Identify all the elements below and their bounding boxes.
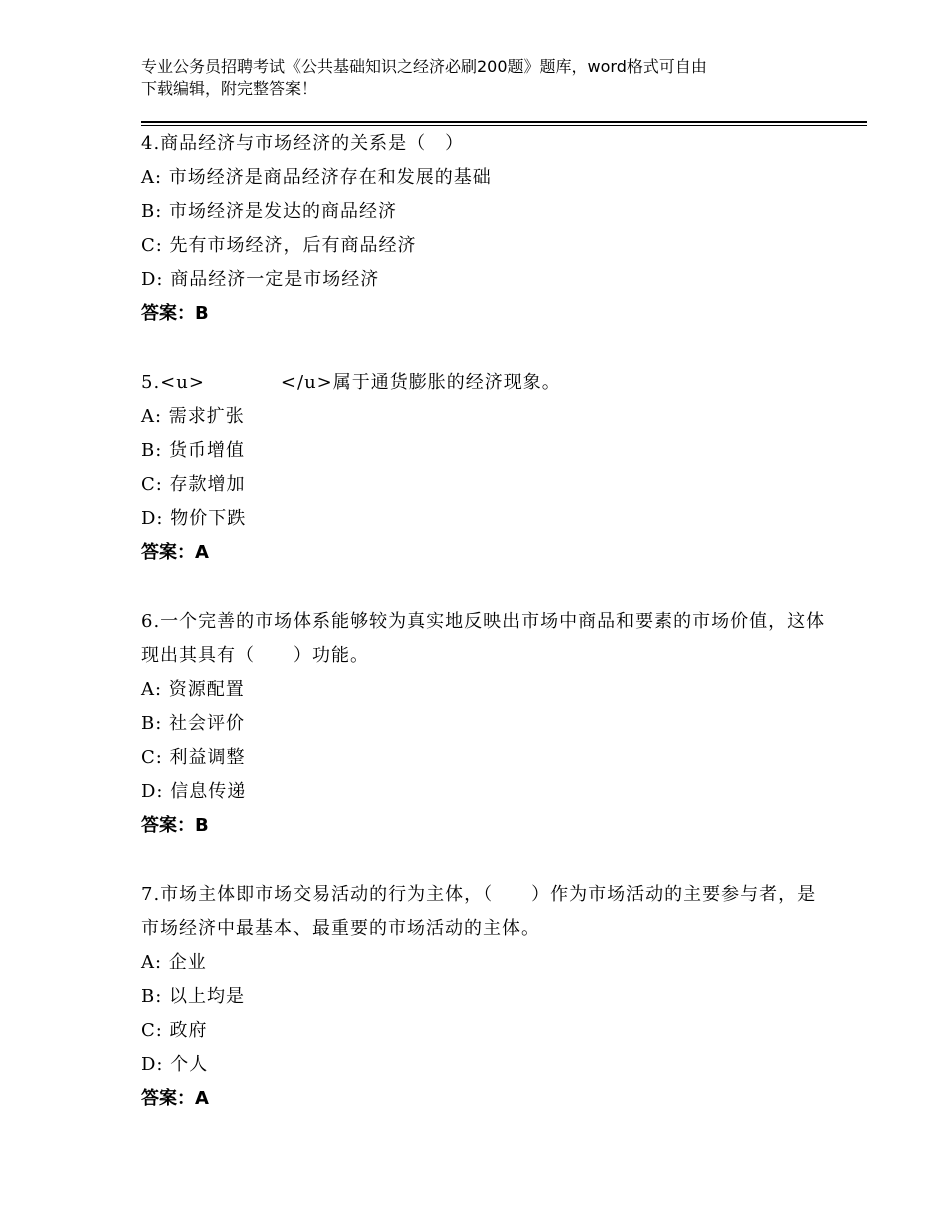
answer-label: 答案：A [141,542,209,563]
option-c: C: 政府 [141,1020,208,1041]
option-c: C: 存款增加 [141,474,246,495]
option-b: B: 货币增值 [141,440,246,461]
option-a: A: 资源配置 [141,679,245,700]
header-line-1: 专业公务员招聘考试《公共基础知识之经济必刷200题》题库，word格式可自由 [141,57,707,76]
option-c: C: 先有市场经济，后有商品经济 [141,235,417,256]
header-line-2: 下载编辑，附完整答案！ [141,79,318,98]
answer-label: 答案：B [141,303,209,324]
answer-label: 答案：B [141,815,209,836]
option-b: B: 以上均是 [141,986,246,1007]
option-d: D: 个人 [141,1054,209,1075]
option-a: A: 市场经济是商品经济存在和发展的基础 [141,167,492,188]
option-b: B: 市场经济是发达的商品经济 [141,201,398,222]
question-6 [141,605,831,843]
option-d: D: 物价下跌 [141,508,247,529]
question-stem: 6.一个完善的市场体系能够较为真实地反映出市场中商品和要素的市场价值，这体现出其具有（ ）功能。 [141,611,826,666]
question-4 [141,127,831,331]
option-b: B: 社会评价 [141,713,246,734]
question-5 [141,366,831,570]
option-a: A: 企业 [141,952,207,973]
question-stem: 4.商品经济与市场经济的关系是（ ） [141,133,465,154]
header-rule-thin [141,125,867,126]
option-a: A: 需求扩张 [141,406,245,427]
document-header [141,56,821,100]
question-stem: 5.<u> </u>属于通货膨胀的经济现象。 [141,372,561,393]
question-7 [141,878,831,1116]
answer-label: 答案：A [141,1088,209,1109]
option-d: D: 商品经济一定是市场经济 [141,269,380,290]
header-rule-thick [141,121,867,123]
question-list [141,127,831,1151]
option-d: D: 信息传递 [141,781,247,802]
question-stem: 7.市场主体即市场交易活动的行为主体，（ ）作为市场活动的主要参与者，是市场经济中最基本、最重要的市场活动的主体。 [141,884,817,939]
option-c: C: 利益调整 [141,747,246,768]
